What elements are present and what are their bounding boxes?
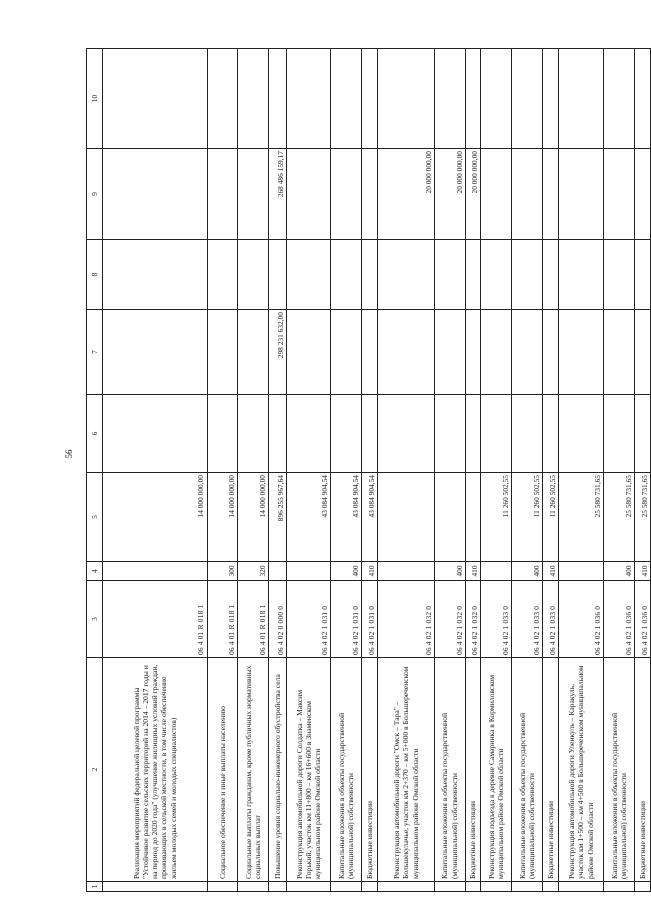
table-cell-c5: 43 084 904,54 bbox=[287, 473, 331, 562]
table-cell-name: Бюджетные инвестиции bbox=[362, 658, 378, 882]
table-cell-c9: 20 000 000,00 bbox=[434, 149, 465, 240]
table-cell-c5: 43 084 904,54 bbox=[362, 473, 378, 562]
column-header: 9 bbox=[87, 149, 103, 240]
table-cell-c6 bbox=[207, 395, 238, 473]
table-cell-name: Реализация мероприятий федеральной целевой программы "Устойчивое развитие сельских территорий на 2014 – 2017 годы и на период до 2020 года" (улучшение жилищных условий граждан, проживающих в сельской местности, в том числе обеспечение жильем молодых семей и молодых специалистов) bbox=[102, 658, 207, 882]
table-cell-vr: 410 bbox=[362, 562, 378, 581]
table-cell-c6 bbox=[331, 395, 362, 473]
table-cell-c7 bbox=[362, 310, 378, 395]
table-cell-c8 bbox=[558, 240, 603, 310]
table-cell-vr: 300 bbox=[207, 562, 238, 581]
table-cell-name: Социальные выплаты гражданам, кроме публичных нормативных социальных выплат bbox=[238, 658, 269, 882]
table-cell-c8 bbox=[434, 240, 465, 310]
header-row bbox=[87, 49, 103, 892]
table-cell-c10 bbox=[362, 49, 378, 149]
table-cell-kbk: 06 4 02 1 036 0 bbox=[604, 581, 635, 658]
table-cell-kbk: 06 4 02 1 036 0 bbox=[558, 581, 603, 658]
column-header: 4 bbox=[87, 562, 103, 581]
table-cell-c7 bbox=[634, 310, 650, 395]
table-cell-c6 bbox=[102, 395, 207, 473]
table-cell-c1 bbox=[434, 882, 465, 892]
table-cell-vr: 320 bbox=[238, 562, 269, 581]
table-cell-c5 bbox=[378, 473, 435, 562]
table-cell-c10 bbox=[434, 49, 465, 149]
table-cell-name: Капитальные вложения в объекты государственной (муниципальной) собственности bbox=[512, 658, 543, 882]
table-cell-vr bbox=[287, 562, 331, 581]
table-cell-name: Реконструкция подъезда к деревне Самаринка в Кормиловском муниципальном районе Омской области bbox=[481, 658, 512, 882]
table-cell-c10 bbox=[331, 49, 362, 149]
table-cell-c8 bbox=[207, 240, 238, 310]
page-number: 56 bbox=[64, 449, 74, 459]
table-cell-c10 bbox=[542, 49, 558, 149]
table-cell-c9: 268 486 159,17 bbox=[268, 149, 286, 240]
table-cell-name: Бюджетные инвестиции bbox=[465, 658, 481, 882]
table-cell-vr: 410 bbox=[634, 562, 650, 581]
table-cell-c8 bbox=[512, 240, 543, 310]
table-row bbox=[542, 49, 558, 892]
table-cell-c5 bbox=[434, 473, 465, 562]
table-cell-c1 bbox=[604, 882, 635, 892]
table-cell-c5: 14 000 000,00 bbox=[207, 473, 238, 562]
table-cell-c7 bbox=[465, 310, 481, 395]
table-cell-c5: 25 580 731,65 bbox=[558, 473, 603, 562]
table-cell-c1 bbox=[378, 882, 435, 892]
table-cell-c9 bbox=[331, 149, 362, 240]
table-cell-name: Повышение уровня социально-инженерного обустройства села bbox=[268, 658, 286, 882]
table-cell-c5: 14 000 000,00 bbox=[238, 473, 269, 562]
table-cell-c9 bbox=[542, 149, 558, 240]
table-cell-c7 bbox=[512, 310, 543, 395]
table-cell-c1 bbox=[207, 882, 238, 892]
table-row bbox=[465, 49, 481, 892]
table-cell-c9: 20 000 000,00 bbox=[465, 149, 481, 240]
table-cell-c6 bbox=[362, 395, 378, 473]
table-cell-c7 bbox=[378, 310, 435, 395]
table-cell-c6 bbox=[481, 395, 512, 473]
table-cell-vr bbox=[378, 562, 435, 581]
table-cell-name: Социальное обеспечение и иные выплаты населению bbox=[207, 658, 238, 882]
table-cell-vr: 400 bbox=[512, 562, 543, 581]
table-cell-c10 bbox=[102, 49, 207, 149]
table-cell-c9 bbox=[634, 149, 650, 240]
table-cell-c7 bbox=[238, 310, 269, 395]
table-cell-c1 bbox=[268, 882, 286, 892]
table-cell-c10 bbox=[287, 49, 331, 149]
table-cell-c7: 298 231 632,00 bbox=[268, 310, 286, 395]
table-cell-c8 bbox=[102, 240, 207, 310]
table-cell-c1 bbox=[481, 882, 512, 892]
table-cell-c9 bbox=[362, 149, 378, 240]
table-row bbox=[287, 49, 331, 892]
table-cell-c1 bbox=[512, 882, 543, 892]
table-cell-c9 bbox=[238, 149, 269, 240]
table-cell-c10 bbox=[481, 49, 512, 149]
table-cell-c8 bbox=[287, 240, 331, 310]
table-row bbox=[634, 49, 650, 892]
table-cell-c8 bbox=[604, 240, 635, 310]
table-cell-c5: 25 580 731,65 bbox=[604, 473, 635, 562]
table-row bbox=[207, 49, 238, 892]
table-cell-c7 bbox=[558, 310, 603, 395]
table-cell-vr bbox=[102, 562, 207, 581]
table-cell-c7 bbox=[434, 310, 465, 395]
table-cell-c7 bbox=[481, 310, 512, 395]
table-cell-c6 bbox=[512, 395, 543, 473]
table-cell-vr: 410 bbox=[542, 562, 558, 581]
table-cell-c5: 14 000 000,00 bbox=[102, 473, 207, 562]
table-cell-kbk: 06 4 02 1 033 0 bbox=[542, 581, 558, 658]
table-cell-kbk: 06 4 02 0 000 0 bbox=[268, 581, 286, 658]
table-cell-c1 bbox=[287, 882, 331, 892]
table-cell-c9 bbox=[207, 149, 238, 240]
table-cell-c8 bbox=[481, 240, 512, 310]
table-cell-c9 bbox=[604, 149, 635, 240]
column-header: 3 bbox=[87, 581, 103, 658]
table-cell-c5: 25 580 731,65 bbox=[634, 473, 650, 562]
table-cell-kbk: 06 4 02 1 031 0 bbox=[331, 581, 362, 658]
table-cell-c7 bbox=[207, 310, 238, 395]
table-row bbox=[512, 49, 543, 892]
table-cell-c10 bbox=[268, 49, 286, 149]
table-row bbox=[362, 49, 378, 892]
table-row bbox=[268, 49, 286, 892]
table-cell-kbk: 06 4 01 R 018 1 bbox=[207, 581, 238, 658]
table-cell-c5 bbox=[465, 473, 481, 562]
table-cell-c6 bbox=[465, 395, 481, 473]
table-cell-c5: 11 260 502,55 bbox=[512, 473, 543, 562]
table-cell-vr: 400 bbox=[604, 562, 635, 581]
budget-table bbox=[86, 48, 651, 892]
table-cell-vr: 400 bbox=[331, 562, 362, 581]
table-cell-kbk: 06 4 02 1 032 0 bbox=[378, 581, 435, 658]
table-row bbox=[331, 49, 362, 892]
column-header: 6 bbox=[87, 395, 103, 473]
table-cell-c5: 896 255 967,64 bbox=[268, 473, 286, 562]
table-row bbox=[481, 49, 512, 892]
table-cell-c8 bbox=[331, 240, 362, 310]
table-cell-c5: 11 260 502,55 bbox=[542, 473, 558, 562]
table-cell-c9 bbox=[102, 149, 207, 240]
table-cell-c1 bbox=[634, 882, 650, 892]
table-cell-c6 bbox=[287, 395, 331, 473]
table-cell-c1 bbox=[558, 882, 603, 892]
column-header: 1 bbox=[87, 882, 103, 892]
table-cell-c6 bbox=[558, 395, 603, 473]
table-cell-c9 bbox=[512, 149, 543, 240]
table-cell-c10 bbox=[512, 49, 543, 149]
table-row bbox=[434, 49, 465, 892]
column-header: 2 bbox=[87, 658, 103, 882]
table-row bbox=[558, 49, 603, 892]
table-row bbox=[102, 49, 207, 892]
table-cell-c5: 11 260 502,55 bbox=[481, 473, 512, 562]
table-row bbox=[238, 49, 269, 892]
table-cell-c7 bbox=[287, 310, 331, 395]
table-cell-kbk: 06 4 01 R 018 1 bbox=[238, 581, 269, 658]
rotated-page bbox=[86, 49, 651, 892]
table-cell-c1 bbox=[238, 882, 269, 892]
table-cell-c9 bbox=[558, 149, 603, 240]
table-cell-c1 bbox=[331, 882, 362, 892]
table-cell-c8 bbox=[542, 240, 558, 310]
table-cell-kbk: 06 4 02 1 032 0 bbox=[465, 581, 481, 658]
table-cell-c10 bbox=[465, 49, 481, 149]
column-header: 10 bbox=[87, 49, 103, 149]
table-cell-vr bbox=[268, 562, 286, 581]
table-cell-c7 bbox=[604, 310, 635, 395]
table-cell-c1 bbox=[465, 882, 481, 892]
table-cell-name: Капитальные вложения в объекты государственной (муниципальной) собственности bbox=[434, 658, 465, 882]
table-cell-c6 bbox=[542, 395, 558, 473]
table-cell-c10 bbox=[558, 49, 603, 149]
table-cell-c8 bbox=[634, 240, 650, 310]
table-cell-c7 bbox=[331, 310, 362, 395]
column-header: 7 bbox=[87, 310, 103, 395]
table-cell-vr: 410 bbox=[465, 562, 481, 581]
table-row bbox=[604, 49, 635, 892]
table-cell-name: Реконструкция автомобильной дороги "Омск – Тара" – Большекулачье, участок км 2+370 – км 5+000 в Большереченском муниципальном районе Омской области bbox=[378, 658, 435, 882]
table-cell-name: Капитальные вложения в объекты государственной (муниципальной) собственности bbox=[604, 658, 635, 882]
table-cell-c10 bbox=[604, 49, 635, 149]
table-cell-c6 bbox=[434, 395, 465, 473]
table-cell-c10 bbox=[634, 49, 650, 149]
table-cell-c9: 20 000 000,00 bbox=[378, 149, 435, 240]
table-cell-c1 bbox=[542, 882, 558, 892]
table-cell-c6 bbox=[634, 395, 650, 473]
table-cell-c7 bbox=[102, 310, 207, 395]
table-cell-name: Бюджетные инвестиции bbox=[542, 658, 558, 882]
table-cell-c8 bbox=[465, 240, 481, 310]
table-cell-c8 bbox=[378, 240, 435, 310]
table-cell-c10 bbox=[378, 49, 435, 149]
table-cell-kbk: 06 4 02 1 033 0 bbox=[481, 581, 512, 658]
table-cell-c7 bbox=[542, 310, 558, 395]
table-cell-c6 bbox=[268, 395, 286, 473]
table-cell-c10 bbox=[238, 49, 269, 149]
table-cell-vr: 400 bbox=[434, 562, 465, 581]
table-cell-name: Реконструкция автомобильной дороги Солдатка – Максим Горький, участок км 11+800 – км 16+600 в Знаменском муниципальном районе Омской области bbox=[287, 658, 331, 882]
table-cell-c1 bbox=[362, 882, 378, 892]
table-cell-c6 bbox=[238, 395, 269, 473]
table-cell-kbk: 06 4 02 1 033 0 bbox=[512, 581, 543, 658]
table-cell-c8 bbox=[268, 240, 286, 310]
table-cell-kbk: 06 4 01 R 018 1 bbox=[102, 581, 207, 658]
table-cell-c10 bbox=[207, 49, 238, 149]
table-cell-kbk: 06 4 02 1 032 0 bbox=[434, 581, 465, 658]
table-cell-c8 bbox=[362, 240, 378, 310]
table-cell-kbk: 06 4 02 1 036 0 bbox=[634, 581, 650, 658]
table-cell-vr bbox=[558, 562, 603, 581]
table-cell-c6 bbox=[604, 395, 635, 473]
column-header: 8 bbox=[87, 240, 103, 310]
table-cell-name: Реконструкция автомобильной дороги Уленкуль – Каракуль, участок км 1+500 – км 4+500 в Большереченском муниципальном районе Омской области bbox=[558, 658, 603, 882]
table-cell-vr bbox=[481, 562, 512, 581]
table-cell-kbk: 06 4 02 1 031 0 bbox=[287, 581, 331, 658]
table-cell-c6 bbox=[378, 395, 435, 473]
table-cell-c9 bbox=[287, 149, 331, 240]
table-cell-c9 bbox=[481, 149, 512, 240]
column-header: 5 bbox=[87, 473, 103, 562]
table-cell-kbk: 06 4 02 1 031 0 bbox=[362, 581, 378, 658]
table-cell-c8 bbox=[238, 240, 269, 310]
table-cell-name: Капитальные вложения в объекты государственной (муниципальной) собственности bbox=[331, 658, 362, 882]
table-cell-c1 bbox=[102, 882, 207, 892]
table-row bbox=[378, 49, 435, 892]
table-cell-name: Бюджетные инвестиции bbox=[634, 658, 650, 882]
table-cell-c5: 43 084 904,54 bbox=[331, 473, 362, 562]
